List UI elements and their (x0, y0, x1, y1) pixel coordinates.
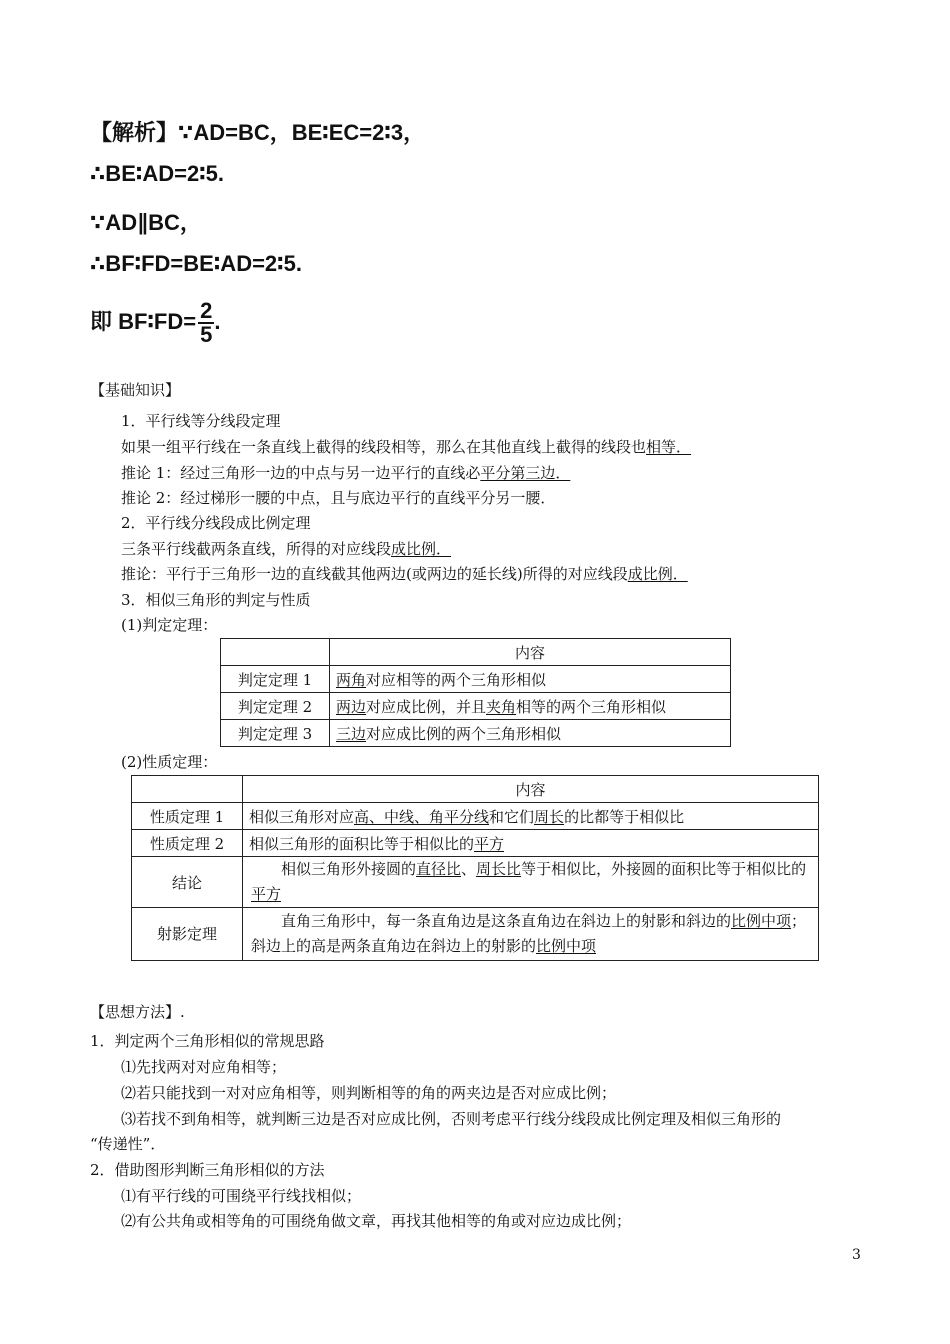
table-row (132, 776, 819, 803)
method-1-c-cont: “传递性”． (90, 1135, 166, 1153)
underlined-answer: 两角 (336, 670, 367, 689)
row-name: 射影定理 (132, 908, 243, 961)
method-1-a: ⑴先找两对对应角相等； (121, 1058, 287, 1076)
underlined-answer: 成比例． (391, 540, 452, 558)
text: ；斜边上的高是两条直角边在斜边上的射影的 (251, 912, 807, 955)
table-header: 内容 (330, 639, 731, 666)
text: 等于相似比，外接圆的面积比等于相似比的 (521, 860, 807, 878)
method-heading: 【思想方法】. (90, 1003, 185, 1021)
text: 三条平行线截两条直线，所得的对应线段 (121, 540, 392, 558)
solution-line-3: ∵AD∥BC， (90, 210, 202, 235)
row-content (330, 693, 731, 720)
row-name: 判定定理 3 (221, 720, 330, 747)
section-2-title: 2．平行线分线段成比例定理 (121, 514, 311, 532)
row-name: 性质定理 2 (132, 830, 243, 857)
underlined-answer: 高、中线、角平分线 (354, 807, 490, 826)
method-1-b: ⑵若只能找到一对对应角相等，则判断相等的角的两夹边是否对应成比例； (121, 1084, 617, 1102)
solution-line-2: ∴BE∶AD=2∶5. (90, 161, 225, 186)
table-row (132, 908, 819, 961)
underlined-answer: 直径比 (416, 860, 462, 878)
table-row (221, 666, 731, 693)
table-cell (221, 639, 330, 666)
text: 对应成比例的两个三角形相似 (366, 724, 562, 743)
text: 推论：平行于三角形一边的直线截其他两边(或两边的延长线)所得的对应线段 (121, 565, 628, 583)
row-name: 判定定理 1 (221, 666, 330, 693)
section-3-title: 3．相似三角形的判定与性质 (121, 591, 311, 609)
solution-line-1 (90, 116, 425, 147)
row-content (330, 720, 731, 747)
row-content (243, 908, 819, 961)
method-1-c: ⑶若找不到角相等，就判断三边是否对应成比例，否则考虑平行线分线段成比例定理及相似三角形的 (121, 1110, 782, 1128)
table-cell (132, 776, 243, 803)
basic-heading: 【基础知识】 (90, 381, 181, 399)
row-content (243, 857, 819, 908)
solution-line-4: ∴BF∶FD=BE∶AD=2∶5. (90, 251, 302, 276)
section-1-text (121, 436, 691, 457)
underlined-answer: 相等． (646, 438, 692, 456)
prop-label: (2)性质定理： (121, 753, 218, 771)
solution-label: 【解析】 (90, 120, 179, 145)
method-2-title: 2．借助图形判断三角形相似的方法 (90, 1161, 325, 1179)
text: 和它们 (489, 807, 535, 826)
solution-line-5-suffix: . (214, 308, 221, 334)
text: 相等的两个三角形相似 (516, 697, 667, 716)
underlined-answer: 平方 (251, 885, 282, 903)
underlined-answer: 夹角 (486, 697, 517, 716)
underlined-answer: 周长比 (476, 860, 522, 878)
corollary-1 (121, 462, 570, 483)
text: 推论 1：经过三角形一边的中点与另一边平行的直线必 (121, 464, 481, 482)
table-row (221, 720, 731, 747)
underlined-answer: 三边 (336, 724, 367, 743)
row-content (330, 666, 731, 693)
text: 、 (461, 860, 477, 878)
text: 对应成比例，并且 (366, 697, 487, 716)
table-header: 内容 (243, 776, 819, 803)
text: 相似三角形外接圆的 (281, 860, 417, 878)
judge-table (220, 638, 731, 747)
text: 相似三角形对应 (249, 807, 355, 826)
section-2-text (121, 538, 451, 559)
row-content (243, 830, 819, 857)
method-1-title: 1．判定两个三角形相似的常规思路 (90, 1032, 325, 1050)
underlined-answer: 两边 (336, 697, 367, 716)
table-row (221, 693, 731, 720)
text: 如果一组平行线在一条直线上截得的线段相等，那么在其他直线上截得的线段也 (121, 438, 647, 456)
text: 直角三角形中，每一条直角边是这条直角边在斜边上的射影和斜边的 (281, 912, 732, 930)
judge-label: (1)判定定理： (121, 616, 218, 634)
text: 的比都等于相似比 (564, 807, 685, 826)
solution-line-5-prefix: 即 BF∶FD= (90, 308, 197, 334)
corollary-3 (121, 563, 688, 584)
cell-paragraph (251, 857, 810, 907)
row-name: 性质定理 1 (132, 803, 243, 830)
corollary-2: 推论 2：经过梯形一腰的中点，且与底边平行的直线平分另一腰． (121, 489, 556, 507)
table-row (132, 857, 819, 908)
section-1-title: 1．平行线等分线段定理 (121, 412, 281, 430)
method-2-a: ⑴有平行线的可围绕平行线找相似； (121, 1187, 362, 1205)
row-content (243, 803, 819, 830)
table-row (221, 639, 731, 666)
method-2-b: ⑵有公共角或相等角的可围绕角做文章，再找其他相等的角或对应边成比例； (121, 1212, 632, 1230)
underlined-answer: 周长 (534, 807, 565, 826)
underlined-answer: 平方 (474, 834, 505, 853)
underlined-answer: 成比例． (627, 565, 688, 583)
row-name: 结论 (132, 857, 243, 908)
text: 相似三角形的面积比等于相似比的 (249, 834, 475, 853)
underlined-answer: 比例中项 (731, 912, 792, 930)
row-name: 判定定理 2 (221, 693, 330, 720)
cell-paragraph (251, 909, 810, 959)
table-row (132, 803, 819, 830)
fraction (198, 300, 214, 346)
text: 对应相等的两个三角形相似 (366, 670, 547, 689)
fraction-numerator: 2 (200, 298, 213, 323)
underlined-answer: 比例中项 (536, 937, 597, 955)
prop-table (131, 775, 819, 961)
underlined-answer: 平分第三边． (480, 464, 571, 482)
fraction-denominator: 5 (200, 322, 213, 347)
solution-line-5 (90, 300, 220, 346)
page-number: 3 (852, 1247, 861, 1263)
solution-line-1-text: ∵AD=BC，BE∶EC=2∶3， (178, 120, 426, 145)
table-row (132, 830, 819, 857)
